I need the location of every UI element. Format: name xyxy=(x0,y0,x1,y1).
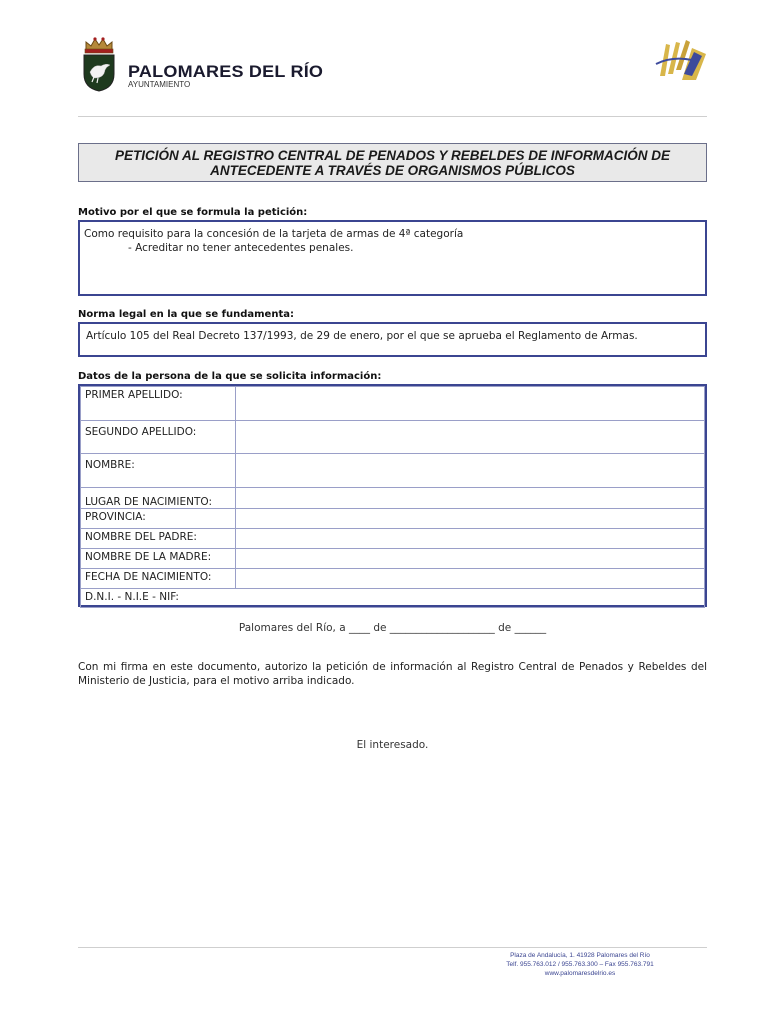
field-input-provincia[interactable] xyxy=(236,509,705,529)
date-line: Palomares del Río, a ____ de ____________________ de ______ xyxy=(238,622,547,634)
municipal-emblem-logo xyxy=(652,36,708,82)
field-input-nombre-madre[interactable] xyxy=(236,549,705,569)
field-label-fecha-nacimiento: FECHA DE NACIMIENTO: xyxy=(81,569,236,589)
table-row xyxy=(81,509,705,529)
municipality-subtitle: AYUNTAMIENTO xyxy=(128,80,191,89)
motivo-box[interactable] xyxy=(78,220,707,296)
norma-label: Norma legal en la que se fundamenta: xyxy=(78,309,294,320)
signature-label: El interesado. xyxy=(356,739,429,751)
table-row xyxy=(81,529,705,549)
field-label-dni: D.N.I. - N.I.E - NIF: xyxy=(81,589,236,608)
municipality-name: PALOMARES DEL RÍO xyxy=(128,62,324,81)
coat-of-arms-logo xyxy=(80,36,118,92)
table-row xyxy=(81,454,705,488)
field-input-nombre[interactable] xyxy=(236,454,705,488)
field-input-fecha-nacimiento[interactable] xyxy=(236,569,705,589)
document-title-line-2: ANTECEDENTE A TRAVÉS DE ORGANISMOS PÚBLICOS xyxy=(210,162,575,178)
field-input-lugar-nacimiento[interactable] xyxy=(236,488,705,509)
field-label-nombre-padre: NOMBRE DEL PADRE: xyxy=(81,529,236,549)
motivo-text-line-1: Como requisito para la concesión de la tarjeta de armas de 4ª categoría xyxy=(84,228,464,240)
datos-label: Datos de la persona de la que se solicita información: xyxy=(78,371,382,382)
personal-data-table xyxy=(80,386,705,608)
header-divider xyxy=(78,116,707,117)
norma-box[interactable] xyxy=(78,322,707,357)
table-row xyxy=(81,387,705,421)
field-label-provincia: PROVINCIA: xyxy=(81,509,236,529)
document-title-line-1: PETICIÓN AL REGISTRO CENTRAL DE PENADOS Y REBELDES DE INFORMACIÓN DE xyxy=(114,147,671,163)
table-row xyxy=(81,421,705,454)
field-label-primer-apellido: PRIMER APELLIDO: xyxy=(81,387,236,421)
field-label-nombre: NOMBRE: xyxy=(81,454,236,488)
table-row xyxy=(81,569,705,589)
table-row xyxy=(81,488,705,509)
field-input-primer-apellido[interactable] xyxy=(236,387,705,421)
footer-website-link[interactable]: www.palomaresdelrio.es xyxy=(544,970,616,977)
datos-table-box xyxy=(78,384,707,607)
table-row xyxy=(81,549,705,569)
field-label-nombre-madre: NOMBRE DE LA MADRE: xyxy=(81,549,236,569)
document-title-box xyxy=(78,143,707,182)
field-label-lugar-nacimiento: LUGAR DE NACIMIENTO: xyxy=(81,488,236,509)
motivo-label: Motivo por el que se formula la petición: xyxy=(78,207,308,218)
footer-phone: Telf. 955.763.012 / 955.763.300 – Fax 955.763.791 xyxy=(506,961,654,968)
field-input-segundo-apellido[interactable] xyxy=(236,421,705,454)
footer-address: Plaza de Andalucía, 1. 41928 Palomares del Río xyxy=(510,952,650,959)
motivo-text-line-2: - Acreditar no tener antecedentes penales. xyxy=(128,242,354,254)
norma-text: Artículo 105 del Real Decreto 137/1993, de 29 de enero, por el que se aprueba el Reglamento de Armas. xyxy=(86,330,638,342)
footer-address-block xyxy=(470,951,690,978)
field-input-nombre-padre[interactable] xyxy=(236,529,705,549)
footer-divider xyxy=(78,947,707,948)
authorization-paragraph: Con mi firma en este documento, autorizo la petición de información al Registro Central de Penados y Rebeldes del Ministerio de Justicia, para el motivo arriba indicado. xyxy=(78,661,707,687)
table-row xyxy=(81,589,705,608)
field-input-dni[interactable] xyxy=(236,589,705,608)
field-label-segundo-apellido: SEGUNDO APELLIDO: xyxy=(81,421,236,454)
